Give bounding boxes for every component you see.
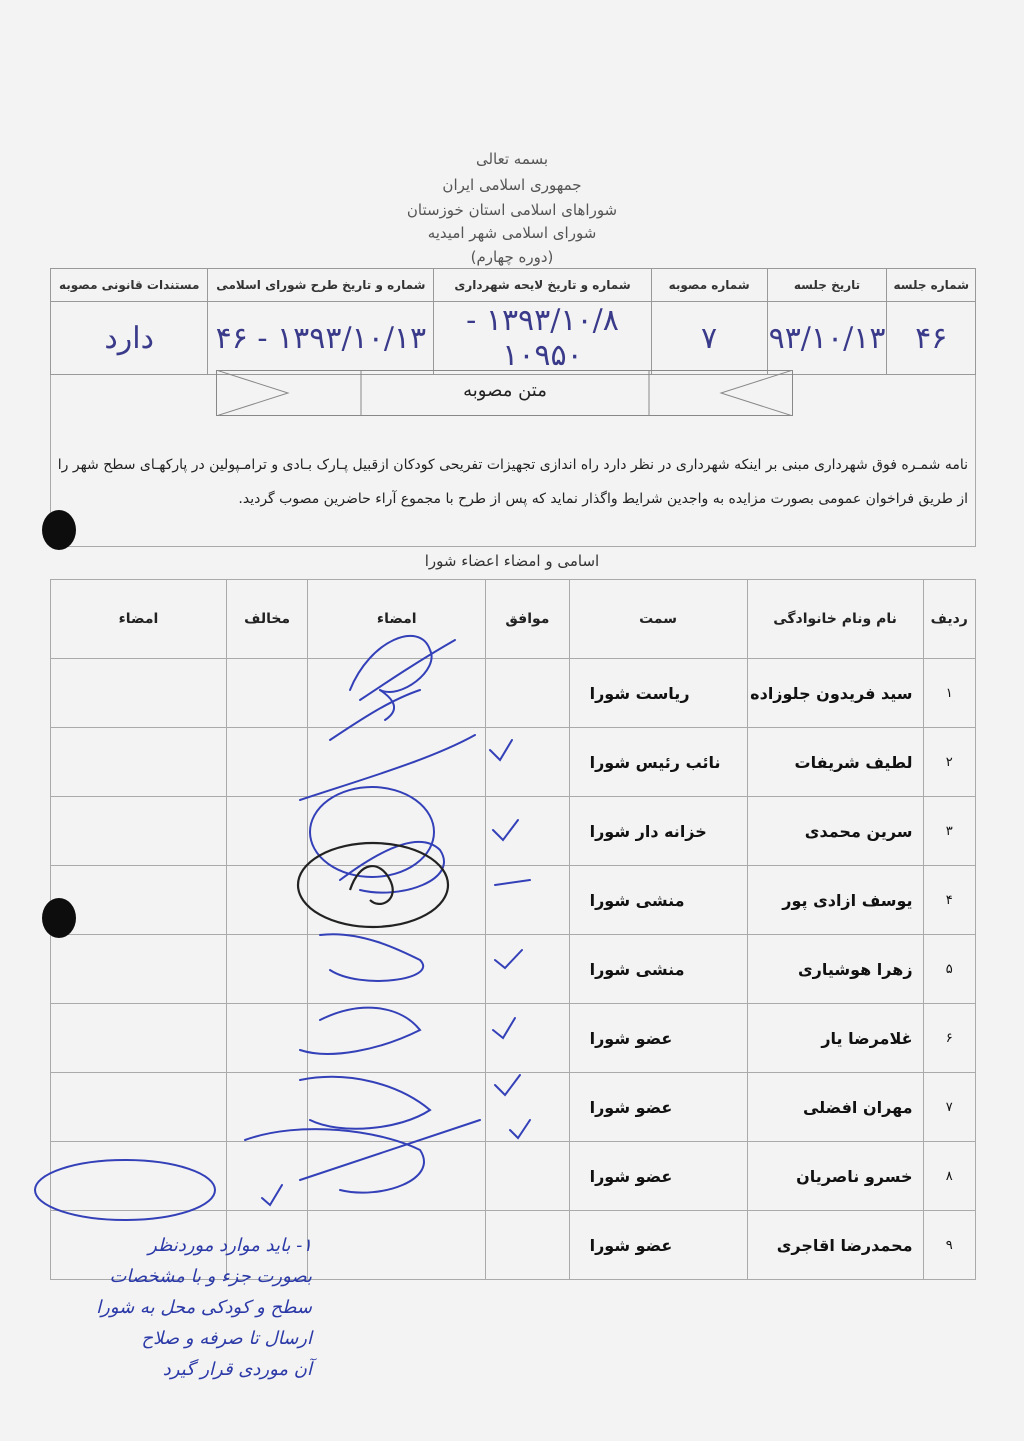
- member-role: منشی شورا: [569, 935, 747, 1004]
- agree-cell: [486, 728, 569, 797]
- member-role: عضو شورا: [569, 1004, 747, 1073]
- signature-cell: [308, 659, 486, 728]
- session-number: ۴۶: [887, 302, 976, 375]
- member-index: ۷: [923, 1073, 975, 1142]
- signature-cell: [308, 935, 486, 1004]
- signature-cell: [308, 1004, 486, 1073]
- member-row: [51, 1073, 976, 1142]
- member-role: عضو شورا: [569, 1211, 747, 1280]
- agree-cell: [486, 866, 569, 935]
- header-city-council: شورای اسلامی شهر امیدیه: [427, 224, 597, 242]
- agree-cell: [486, 659, 569, 728]
- note-line: ۱- باید موارد موردنظر: [148, 1235, 312, 1256]
- meta-table: [50, 268, 976, 375]
- col-agree: موافق: [486, 580, 569, 659]
- meta-header: شماره مصوبه: [651, 269, 767, 302]
- member-name: محمدرضا اقاجری: [747, 1211, 923, 1280]
- meta-header: تاریخ جلسه: [767, 269, 887, 302]
- member-row: [51, 659, 976, 728]
- signature-cell: [308, 1142, 486, 1211]
- members-table: [50, 579, 976, 1280]
- member-name: زهرا هوشیاری: [747, 935, 923, 1004]
- disagree-cell: [226, 935, 307, 1004]
- agree-cell: [486, 1073, 569, 1142]
- member-row: [51, 1004, 976, 1073]
- agree-cell: [486, 935, 569, 1004]
- member-role: نائب رئیس شورا: [569, 728, 747, 797]
- member-row: [51, 797, 976, 866]
- header-term: (دوره چهارم): [470, 248, 554, 266]
- note-line: سطح و کودکی محل به شورا: [96, 1297, 312, 1318]
- signature-cell: [308, 797, 486, 866]
- member-index: ۵: [923, 935, 975, 1004]
- member-row: [51, 866, 976, 935]
- signature-cell-2: [51, 1004, 227, 1073]
- meta-header-row: [51, 269, 976, 302]
- note-line: آن موردی قرار گیرد: [162, 1359, 312, 1380]
- member-name: سرین محمدی: [747, 797, 923, 866]
- member-name: لطیف شریفات: [747, 728, 923, 797]
- member-role: ریاست شورا: [569, 659, 747, 728]
- council-plan-ref: ۱۳۹۳/۱۰/۱۳ - ۴۶: [208, 302, 434, 375]
- member-name: مهران افضلی: [747, 1073, 923, 1142]
- agree-cell: [486, 797, 569, 866]
- signature-cell-2: [51, 866, 227, 935]
- signature-cell-2: [51, 659, 227, 728]
- resolution-number: ۷: [651, 302, 767, 375]
- col-signature-2: امضاء: [51, 580, 227, 659]
- member-index: ۶: [923, 1004, 975, 1073]
- meta-value-row: [51, 302, 976, 375]
- meta-header: مستندات قانونی مصوبه: [51, 269, 208, 302]
- header-country: جمهوری اسلامی ایران: [442, 176, 582, 194]
- member-name: سید فریدون جلوزاده: [747, 659, 923, 728]
- member-role: خزانه دار شورا: [569, 797, 747, 866]
- meta-header: شماره جلسه: [887, 269, 976, 302]
- agree-cell: [486, 1004, 569, 1073]
- session-date: ۹۳/۱۰/۱۳: [767, 302, 887, 375]
- disagree-cell: [226, 728, 307, 797]
- signature-cell: [308, 866, 486, 935]
- signature-cell: [308, 1073, 486, 1142]
- member-role: عضو شورا: [569, 1073, 747, 1142]
- member-name: یوسف ازادی پور: [747, 866, 923, 935]
- signature-cell: [308, 1211, 486, 1280]
- resolution-text: نامه شمـره فوق شهرداری مبنی بر اینکه شهرداری در نظر دارد راه اندازی تجهیزات تفریحی کودکان ازقبیل پـارک بـادی و ترامـپولین در پارکهـای سطح شهر را از طریق فراخوان عمومی بصورت مزایده به واجدین شرایط واگذار نماید که پس از طرح با مجموع آراء حاضرین مصوب گردید.: [57, 457, 968, 507]
- disagree-cell: [226, 659, 307, 728]
- member-index: ۸: [923, 1142, 975, 1211]
- signature-cell-2: [51, 1142, 227, 1211]
- disagree-cell: [226, 866, 307, 935]
- member-role: عضو شورا: [569, 1142, 747, 1211]
- members-header-row: [51, 580, 976, 659]
- note-line: بصورت جزء و با مشخصات: [109, 1266, 312, 1287]
- meta-header: شماره و تاریخ لایحه شهرداری: [434, 269, 651, 302]
- member-name: غلامرضا یار: [747, 1004, 923, 1073]
- agree-cell: [486, 1142, 569, 1211]
- agree-cell: [486, 1211, 569, 1280]
- member-row: [51, 1142, 976, 1211]
- col-name: نام ونام خانوادگی: [747, 580, 923, 659]
- member-index: ۱: [923, 659, 975, 728]
- resolution-title: متن مصوبه: [463, 380, 547, 401]
- col-signature: امضاء: [308, 580, 486, 659]
- signature-cell-2: [51, 797, 227, 866]
- note-line: ارسال تا صرفه و صلاح: [141, 1328, 312, 1349]
- header-bismillah: بسمه تعالی: [475, 150, 549, 168]
- col-disagree: مخالف: [226, 580, 307, 659]
- handwritten-note: [12, 1230, 312, 1385]
- signature-cell-2: [51, 728, 227, 797]
- member-name: خسرو ناصریان: [747, 1142, 923, 1211]
- signature-cell: [308, 728, 486, 797]
- members-title: اسامی و امضاء اعضاء شورا: [424, 552, 600, 570]
- member-index: ۴: [923, 866, 975, 935]
- municipal-bill-ref: ۱۳۹۳/۱۰/۸ - ۱۰۹۵۰: [434, 302, 651, 375]
- member-row: [51, 728, 976, 797]
- member-role: منشی شورا: [569, 866, 747, 935]
- disagree-cell: [226, 1073, 307, 1142]
- header-province-councils: شوراهای اسلامی استان خوزستان: [406, 201, 618, 219]
- punch-hole-icon: [42, 898, 76, 938]
- signature-cell-2: [51, 935, 227, 1004]
- member-index: ۹: [923, 1211, 975, 1280]
- signature-cell-2: [51, 1073, 227, 1142]
- punch-hole-icon: [42, 510, 76, 550]
- disagree-cell: [226, 1004, 307, 1073]
- member-row: [51, 935, 976, 1004]
- col-role: سمت: [569, 580, 747, 659]
- member-index: ۲: [923, 728, 975, 797]
- disagree-cell: [226, 1142, 307, 1211]
- legal-documents: دارد: [51, 302, 208, 375]
- col-index: ردیف: [923, 580, 975, 659]
- disagree-cell: [226, 797, 307, 866]
- meta-header: شماره و تاریخ طرح شورای اسلامی: [208, 269, 434, 302]
- member-index: ۳: [923, 797, 975, 866]
